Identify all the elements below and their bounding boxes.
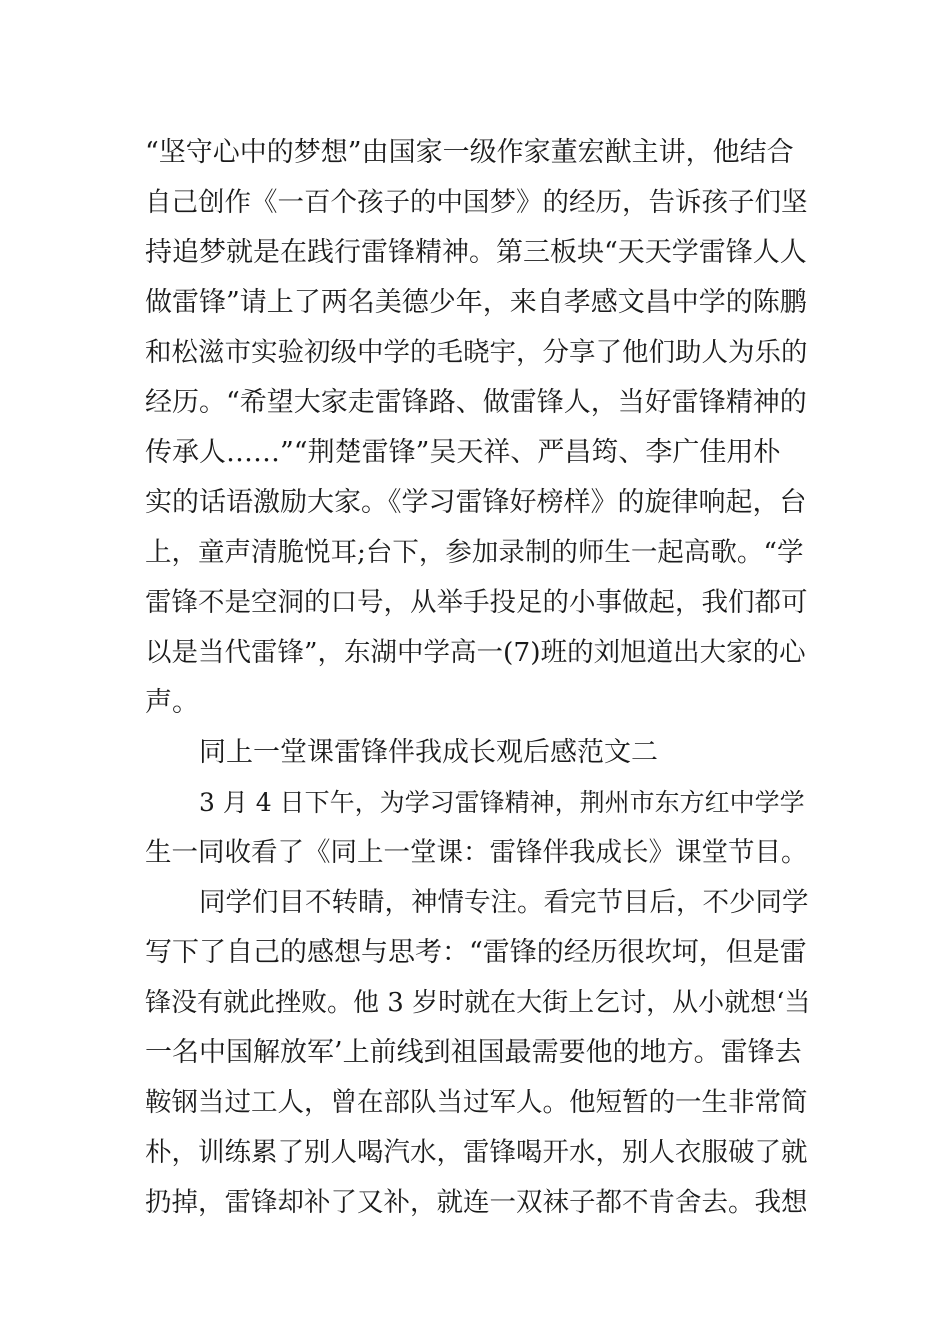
- text-line: 传承人……”“荆楚雷锋”吴天祥、严昌筠、李广佳用朴: [145, 437, 781, 468]
- text-line: 鞍钢当过工人，曾在部队当过军人。他短暂的一生非常简: [145, 1087, 808, 1118]
- text-line: 扔掉，雷锋却补了又补，就连一双袜子都不肯舍去。我想: [145, 1187, 808, 1218]
- section-heading: 同上一堂课雷锋伴我成长观后感范文二: [199, 737, 658, 768]
- text-line: 锋没有就此挫败。他 3 岁时就在大街上乞讨，从小就想‘当: [145, 988, 811, 1018]
- text-line: 一名中国解放军’上前线到祖国最需要他的地方。雷锋去: [145, 1037, 802, 1068]
- text-line: 雷锋不是空洞的口号，从举手投足的小事做起，我们都可: [145, 587, 808, 618]
- text-line: 自己创作《一百个孩子的中国梦》的经历，告诉孩子们坚: [145, 187, 808, 218]
- text-line: 写下了自己的感想与思考：“雷锋的经历很坎坷，但是雷: [145, 937, 807, 968]
- text-line: “坚守心中的梦想”由国家一级作家董宏猷主讲，他结合: [145, 137, 794, 168]
- text-line: 同学们目不转睛，神情专注。看完节目后，不少同学: [199, 887, 809, 918]
- text-line: 实的话语激励大家。《学习雷锋好榜样》的旋律响起，台: [145, 487, 807, 518]
- text-line: 3 月 4 日下午，为学习雷锋精神，荆州市东方红中学学: [199, 788, 805, 817]
- text-line: 做雷锋”请上了两名美德少年，来自孝感文昌中学的陈鹏: [145, 287, 807, 318]
- text-line: 朴，训练累了别人喝汽水，雷锋喝开水，别人衣服破了就: [145, 1137, 808, 1168]
- body-text: [145, 128, 815, 1228]
- text-line: 持追梦就是在践行雷锋精神。第三板块“天天学雷锋人人: [145, 237, 807, 268]
- text-line: 上，童声清脆悦耳;台下，参加录制的师生一起高歌。“学: [145, 537, 804, 568]
- text-line: 以是当代雷锋”，东湖中学高一(7)班的刘旭道出大家的心: [145, 637, 806, 668]
- text-line: 生一同收看了《同上一堂课：雷锋伴我成长》课堂节目。: [145, 837, 808, 868]
- text-line: 经历。“希望大家走雷锋路、做雷锋人，当好雷锋精神的: [145, 387, 807, 418]
- text-line: 声。: [145, 687, 199, 718]
- text-line: 和松滋市实验初级中学的毛晓宇，分享了他们助人为乐的: [145, 337, 808, 368]
